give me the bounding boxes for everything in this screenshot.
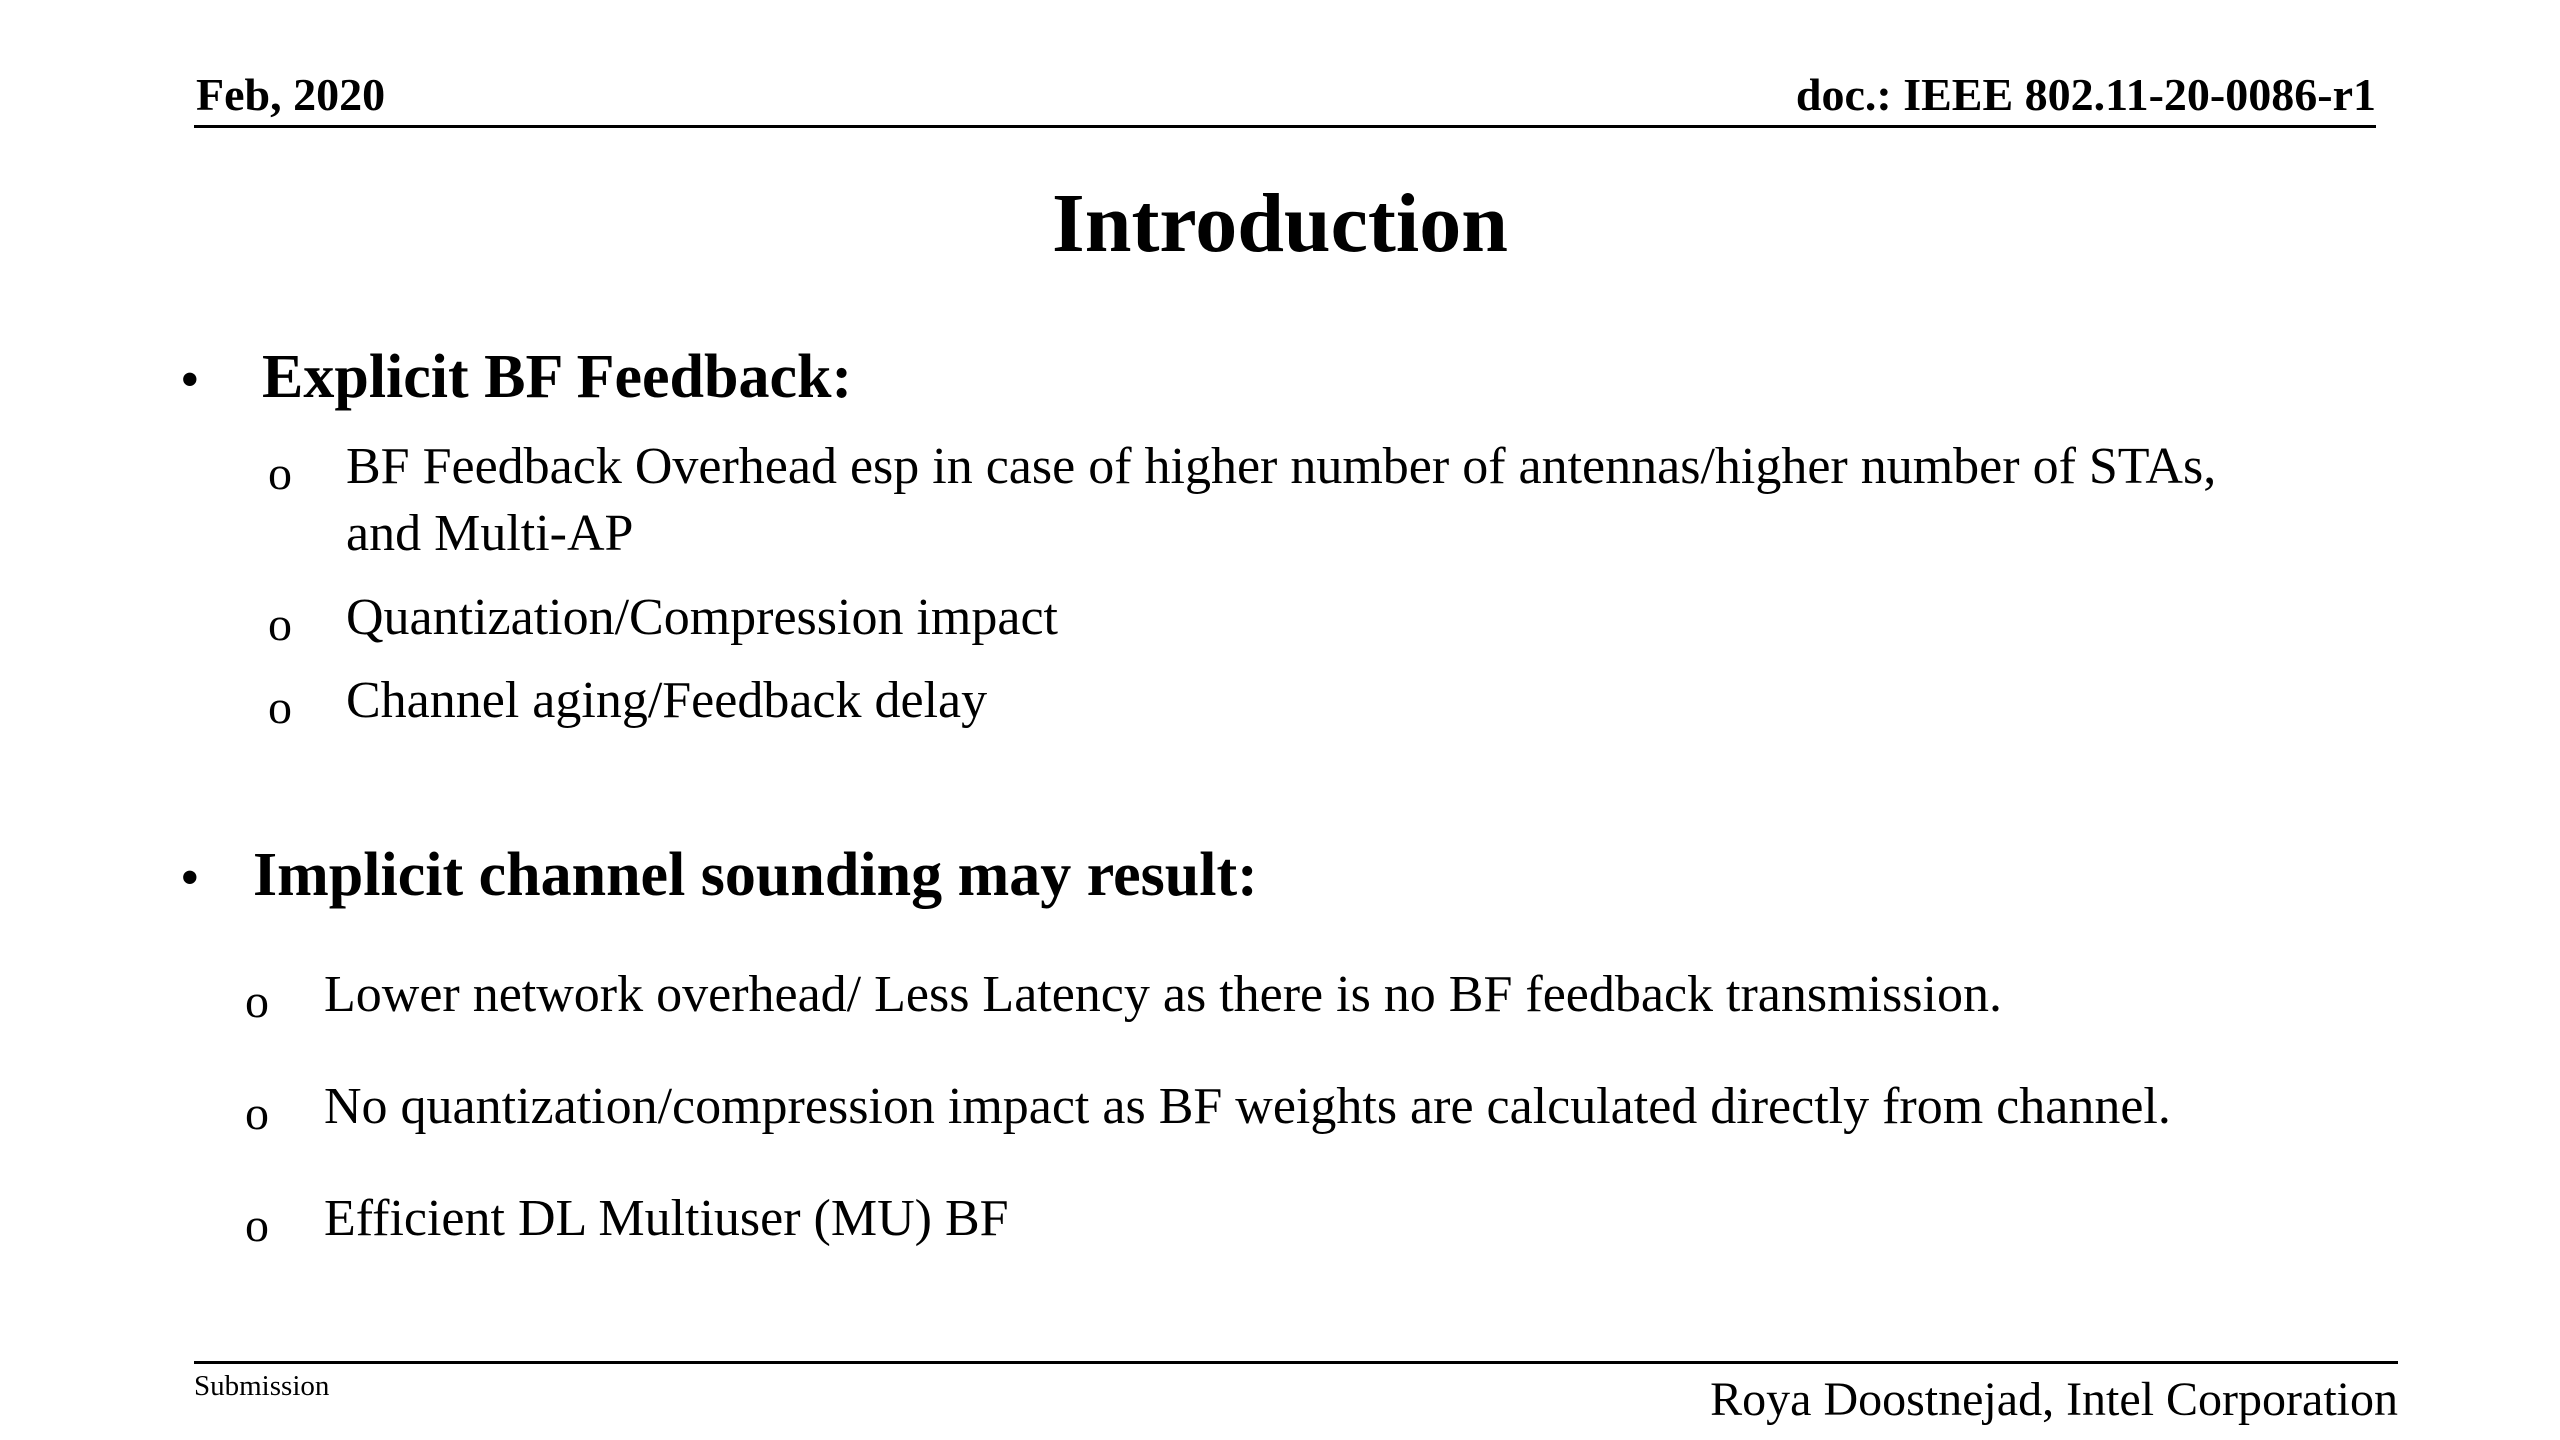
sub-bullet-marker: o [245,1087,269,1140]
section-heading-implicit: Implicit channel sounding may result: [253,841,1258,909]
list-item-text: Efficient DL Multiuser (MU) BF [324,1190,1009,1247]
section-heading-explicit: Explicit BF Feedback: [262,343,853,411]
bullet-marker: • [180,847,200,909]
sub-bullet-marker: o [245,1199,269,1252]
list-item-text: No quantization/compression impact as BF weights are calculated directly from channel. [324,1078,2171,1135]
header-doc-id: doc.: IEEE 802.11-20-0086-r1 [1795,69,2376,120]
footer-author: Roya Doostnejad, Intel Corporation [1710,1373,2398,1426]
sub-bullet-marker: o [268,598,292,651]
list-item-text: Lower network overhead/ Less Latency as there is no BF feedback transmission. [324,966,2002,1023]
header-date: Feb, 2020 [196,69,386,120]
sub-bullet-marker: o [268,447,292,500]
sub-bullet-marker: o [268,681,292,734]
list-item-text: BF Feedback Overhead esp in case of higher number of antennas/higher number of STAs, [346,438,2217,495]
list-item-text: Quantization/Compression impact [346,589,1058,646]
sub-bullet-marker: o [245,975,269,1028]
list-item-text-continued: and Multi-AP [346,505,634,562]
footer-divider [194,1361,2398,1364]
bullet-marker: • [180,349,200,411]
footer-submission: Submission [194,1370,330,1402]
slide-title: Introduction [1052,177,1508,270]
list-item-text: Channel aging/Feedback delay [346,672,988,729]
header-divider [194,125,2376,128]
